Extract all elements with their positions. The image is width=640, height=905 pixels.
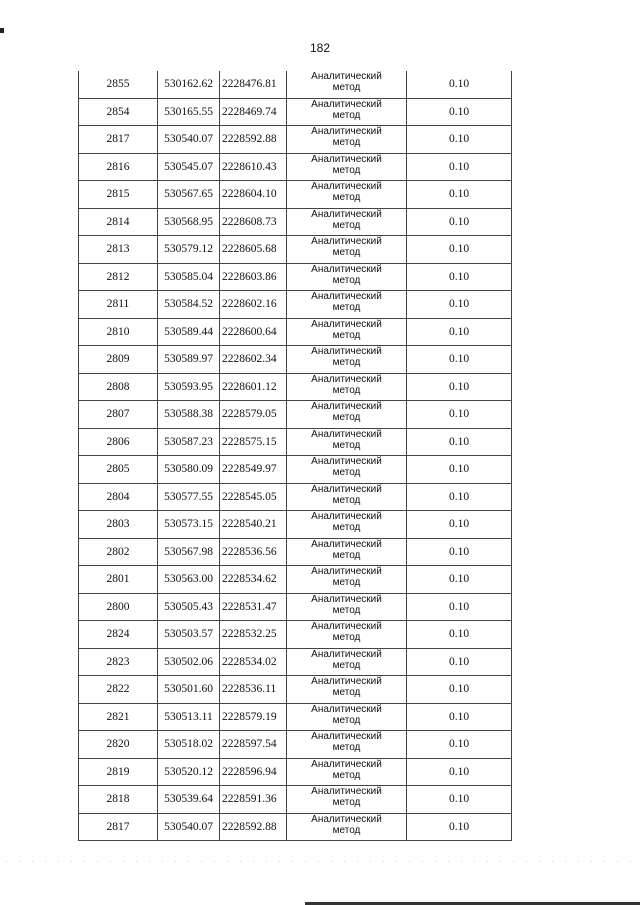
method-line-2: метод xyxy=(332,824,361,836)
accuracy-cell: 0.10 xyxy=(407,126,512,154)
method-line-1: Аналитический xyxy=(311,703,382,715)
accuracy-cell: 0.10 xyxy=(407,593,512,621)
point-number-cell: 2808 xyxy=(79,373,158,401)
x-coordinate-cell: 530589.97 xyxy=(158,346,220,374)
method-cell xyxy=(287,98,407,126)
table-row xyxy=(79,208,512,236)
method-cell xyxy=(287,456,407,484)
method-line-2: метод xyxy=(332,219,361,231)
accuracy-cell: 0.10 xyxy=(407,98,512,126)
method-cell xyxy=(287,318,407,346)
method-cell xyxy=(287,291,407,319)
accuracy-cell: 0.10 xyxy=(407,263,512,291)
method-line-2: метод xyxy=(332,384,361,396)
method-line-2: метод xyxy=(332,549,361,561)
accuracy-cell: 0.10 xyxy=(407,373,512,401)
table-row xyxy=(79,703,512,731)
method-line-1: Аналитический xyxy=(311,346,382,357)
method-line-2: метод xyxy=(332,357,361,368)
x-coordinate-cell: 530539.64 xyxy=(158,786,220,814)
table-row xyxy=(79,731,512,759)
accuracy-cell: 0.10 xyxy=(407,208,512,236)
point-number-cell: 2806 xyxy=(79,428,158,456)
table-row xyxy=(79,511,512,539)
y-coordinate-cell: 2228603.86 xyxy=(220,263,287,291)
table-row xyxy=(79,786,512,814)
point-number-cell: 2855 xyxy=(79,71,158,98)
point-number-cell: 2819 xyxy=(79,758,158,786)
y-coordinate-cell: 2228608.73 xyxy=(220,208,287,236)
accuracy-cell: 0.10 xyxy=(407,181,512,209)
accuracy-cell: 0.10 xyxy=(407,483,512,511)
y-coordinate-cell: 2228540.21 xyxy=(220,511,287,539)
method-cell xyxy=(287,593,407,621)
table-row xyxy=(79,263,512,291)
method-line-1: Аналитический xyxy=(311,373,382,385)
accuracy-cell: 0.10 xyxy=(407,153,512,181)
method-line-1: Аналитический xyxy=(311,648,382,660)
point-number-cell: 2824 xyxy=(79,621,158,649)
method-cell xyxy=(287,346,407,374)
y-coordinate-cell: 2228605.68 xyxy=(220,236,287,264)
table-row xyxy=(79,291,512,319)
x-coordinate-cell: 530580.09 xyxy=(158,456,220,484)
method-line-2: метод xyxy=(332,522,361,533)
table-row xyxy=(79,621,512,649)
method-cell xyxy=(287,786,407,814)
y-coordinate-cell: 2228531.47 xyxy=(220,593,287,621)
method-line-1: Аналитический xyxy=(311,181,382,192)
x-coordinate-cell: 530501.60 xyxy=(158,676,220,704)
method-line-1: Аналитический xyxy=(311,208,382,220)
method-line-2: метод xyxy=(332,274,361,286)
method-line-2: метод xyxy=(332,494,361,506)
y-coordinate-cell: 2228592.88 xyxy=(220,126,287,154)
method-line-1: Аналитический xyxy=(311,511,382,522)
method-cell xyxy=(287,703,407,731)
y-coordinate-cell: 2228602.34 xyxy=(220,346,287,374)
method-cell xyxy=(287,428,407,456)
method-line-2: метод xyxy=(332,467,361,478)
accuracy-cell: 0.10 xyxy=(407,401,512,429)
point-number-cell: 2811 xyxy=(79,291,158,319)
method-line-1: Аналитический xyxy=(311,263,382,275)
method-cell xyxy=(287,483,407,511)
page-number: 182 xyxy=(309,41,331,55)
x-coordinate-cell: 530563.00 xyxy=(158,566,220,594)
method-cell xyxy=(287,181,407,209)
method-cell xyxy=(287,373,407,401)
accuracy-cell: 0.10 xyxy=(407,786,512,814)
method-line-1: Аналитический xyxy=(311,483,382,495)
accuracy-cell: 0.10 xyxy=(407,703,512,731)
table-body xyxy=(79,71,512,841)
method-line-1: Аналитический xyxy=(311,538,382,550)
table-row xyxy=(79,98,512,126)
table-row xyxy=(79,648,512,676)
accuracy-cell: 0.10 xyxy=(407,676,512,704)
method-line-1: Аналитический xyxy=(311,456,382,467)
accuracy-cell: 0.10 xyxy=(407,621,512,649)
coordinates-table xyxy=(78,71,512,841)
x-coordinate-cell: 530165.55 xyxy=(158,98,220,126)
method-cell xyxy=(287,126,407,154)
y-coordinate-cell: 2228545.05 xyxy=(220,483,287,511)
method-line-2: метод xyxy=(332,192,361,203)
method-line-2: метод xyxy=(332,439,361,451)
point-number-cell: 2807 xyxy=(79,401,158,429)
x-coordinate-cell: 530567.98 xyxy=(158,538,220,566)
accuracy-cell: 0.10 xyxy=(407,813,512,841)
x-coordinate-cell: 530587.23 xyxy=(158,428,220,456)
accuracy-cell: 0.10 xyxy=(407,71,512,98)
point-number-cell: 2809 xyxy=(79,346,158,374)
x-coordinate-cell: 530503.57 xyxy=(158,621,220,649)
method-cell xyxy=(287,263,407,291)
y-coordinate-cell: 2228602.16 xyxy=(220,291,287,319)
method-line-2: метод xyxy=(332,302,361,313)
method-line-1: Аналитический xyxy=(311,731,382,742)
margin-mark xyxy=(0,28,4,33)
x-coordinate-cell: 530584.52 xyxy=(158,291,220,319)
method-cell xyxy=(287,566,407,594)
x-coordinate-cell: 530162.62 xyxy=(158,71,220,98)
method-line-1: Аналитический xyxy=(311,71,382,82)
x-coordinate-cell: 530518.02 xyxy=(158,731,220,759)
method-line-2: метод xyxy=(332,82,361,93)
method-line-2: метод xyxy=(332,714,361,726)
accuracy-cell: 0.10 xyxy=(407,291,512,319)
y-coordinate-cell: 2228579.19 xyxy=(220,703,287,731)
method-line-2: метод xyxy=(332,769,361,781)
method-line-1: Аналитический xyxy=(311,758,382,770)
accuracy-cell: 0.10 xyxy=(407,428,512,456)
method-line-2: метод xyxy=(332,412,361,423)
point-number-cell: 2821 xyxy=(79,703,158,731)
y-coordinate-cell: 2228536.56 xyxy=(220,538,287,566)
point-number-cell: 2816 xyxy=(79,153,158,181)
y-coordinate-cell: 2228592.88 xyxy=(220,813,287,841)
table-row xyxy=(79,71,512,98)
method-cell xyxy=(287,236,407,264)
method-line-1: Аналитический xyxy=(311,318,382,330)
x-coordinate-cell: 530568.95 xyxy=(158,208,220,236)
accuracy-cell: 0.10 xyxy=(407,456,512,484)
y-coordinate-cell: 2228549.97 xyxy=(220,456,287,484)
x-coordinate-cell: 530589.44 xyxy=(158,318,220,346)
method-cell xyxy=(287,731,407,759)
table-row xyxy=(79,456,512,484)
point-number-cell: 2820 xyxy=(79,731,158,759)
method-cell xyxy=(287,758,407,786)
y-coordinate-cell: 2228596.94 xyxy=(220,758,287,786)
point-number-cell: 2812 xyxy=(79,263,158,291)
table-row xyxy=(79,236,512,264)
method-line-1: Аналитический xyxy=(311,401,382,412)
accuracy-cell: 0.10 xyxy=(407,236,512,264)
table-row xyxy=(79,346,512,374)
method-cell xyxy=(287,621,407,649)
x-coordinate-cell: 530573.15 xyxy=(158,511,220,539)
method-line-1: Аналитический xyxy=(311,236,382,247)
accuracy-cell: 0.10 xyxy=(407,511,512,539)
x-coordinate-cell: 530588.38 xyxy=(158,401,220,429)
x-coordinate-cell: 530540.07 xyxy=(158,813,220,841)
accuracy-cell: 0.10 xyxy=(407,538,512,566)
table-row xyxy=(79,401,512,429)
method-line-1: Аналитический xyxy=(311,786,382,797)
x-coordinate-cell: 530540.07 xyxy=(158,126,220,154)
method-cell xyxy=(287,71,407,98)
accuracy-cell: 0.10 xyxy=(407,566,512,594)
point-number-cell: 2805 xyxy=(79,456,158,484)
y-coordinate-cell: 2228601.12 xyxy=(220,373,287,401)
method-line-1: Аналитический xyxy=(311,126,382,137)
method-line-1: Аналитический xyxy=(311,566,382,577)
method-line-2: метод xyxy=(332,109,361,121)
table-row xyxy=(79,373,512,401)
y-coordinate-cell: 2228600.64 xyxy=(220,318,287,346)
method-cell xyxy=(287,511,407,539)
point-number-cell: 2813 xyxy=(79,236,158,264)
table-row xyxy=(79,758,512,786)
y-coordinate-cell: 2228534.02 xyxy=(220,648,287,676)
table-row xyxy=(79,676,512,704)
table-row xyxy=(79,566,512,594)
y-coordinate-cell: 2228579.05 xyxy=(220,401,287,429)
table-row xyxy=(79,126,512,154)
method-line-2: метод xyxy=(332,742,361,753)
table-row xyxy=(79,428,512,456)
y-coordinate-cell: 2228591.36 xyxy=(220,786,287,814)
method-line-1: Аналитический xyxy=(311,593,382,605)
x-coordinate-cell: 530585.04 xyxy=(158,263,220,291)
point-number-cell: 2818 xyxy=(79,786,158,814)
x-coordinate-cell: 530579.12 xyxy=(158,236,220,264)
x-coordinate-cell: 530577.55 xyxy=(158,483,220,511)
x-coordinate-cell: 530567.65 xyxy=(158,181,220,209)
method-line-2: метод xyxy=(332,577,361,588)
method-cell xyxy=(287,648,407,676)
method-line-1: Аналитический xyxy=(311,621,382,632)
x-coordinate-cell: 530505.43 xyxy=(158,593,220,621)
method-cell xyxy=(287,208,407,236)
accuracy-cell: 0.10 xyxy=(407,346,512,374)
x-coordinate-cell: 530520.12 xyxy=(158,758,220,786)
method-cell xyxy=(287,153,407,181)
point-number-cell: 2804 xyxy=(79,483,158,511)
method-line-2: метод xyxy=(332,137,361,148)
y-coordinate-cell: 2228532.25 xyxy=(220,621,287,649)
table-row xyxy=(79,538,512,566)
method-line-2: метод xyxy=(332,687,361,698)
point-number-cell: 2817 xyxy=(79,813,158,841)
method-line-1: Аналитический xyxy=(311,676,382,687)
x-coordinate-cell: 530593.95 xyxy=(158,373,220,401)
method-cell xyxy=(287,401,407,429)
method-line-1: Аналитический xyxy=(311,98,382,110)
table-row xyxy=(79,153,512,181)
point-number-cell: 2815 xyxy=(79,181,158,209)
method-line-2: метод xyxy=(332,632,361,643)
x-coordinate-cell: 530545.07 xyxy=(158,153,220,181)
y-coordinate-cell: 2228575.15 xyxy=(220,428,287,456)
point-number-cell: 2800 xyxy=(79,593,158,621)
method-line-1: Аналитический xyxy=(311,428,382,440)
method-cell xyxy=(287,813,407,841)
y-coordinate-cell: 2228604.10 xyxy=(220,181,287,209)
point-number-cell: 2803 xyxy=(79,511,158,539)
method-line-2: метод xyxy=(332,247,361,258)
accuracy-cell: 0.10 xyxy=(407,318,512,346)
method-line-1: Аналитический xyxy=(311,813,382,825)
method-line-2: метод xyxy=(332,659,361,671)
table-row xyxy=(79,483,512,511)
method-cell xyxy=(287,676,407,704)
point-number-cell: 2854 xyxy=(79,98,158,126)
method-line-2: метод xyxy=(332,164,361,176)
method-line-1: Аналитический xyxy=(311,153,382,165)
y-coordinate-cell: 2228476.81 xyxy=(220,71,287,98)
point-number-cell: 2823 xyxy=(79,648,158,676)
y-coordinate-cell: 2228597.54 xyxy=(220,731,287,759)
method-line-2: метод xyxy=(332,329,361,341)
table-row xyxy=(79,318,512,346)
y-coordinate-cell: 2228469.74 xyxy=(220,98,287,126)
method-cell xyxy=(287,538,407,566)
accuracy-cell: 0.10 xyxy=(407,648,512,676)
point-number-cell: 2817 xyxy=(79,126,158,154)
point-number-cell: 2810 xyxy=(79,318,158,346)
x-coordinate-cell: 530513.11 xyxy=(158,703,220,731)
point-number-cell: 2801 xyxy=(79,566,158,594)
y-coordinate-cell: 2228610.43 xyxy=(220,153,287,181)
accuracy-cell: 0.10 xyxy=(407,731,512,759)
method-line-2: метод xyxy=(332,604,361,616)
scan-artifact-dots xyxy=(0,860,640,863)
point-number-cell: 2822 xyxy=(79,676,158,704)
method-line-2: метод xyxy=(332,797,361,808)
table-row xyxy=(79,593,512,621)
table-row xyxy=(79,813,512,841)
table-row xyxy=(79,181,512,209)
method-line-1: Аналитический xyxy=(311,291,382,302)
y-coordinate-cell: 2228534.62 xyxy=(220,566,287,594)
y-coordinate-cell: 2228536.11 xyxy=(220,676,287,704)
point-number-cell: 2802 xyxy=(79,538,158,566)
point-number-cell: 2814 xyxy=(79,208,158,236)
x-coordinate-cell: 530502.06 xyxy=(158,648,220,676)
accuracy-cell: 0.10 xyxy=(407,758,512,786)
